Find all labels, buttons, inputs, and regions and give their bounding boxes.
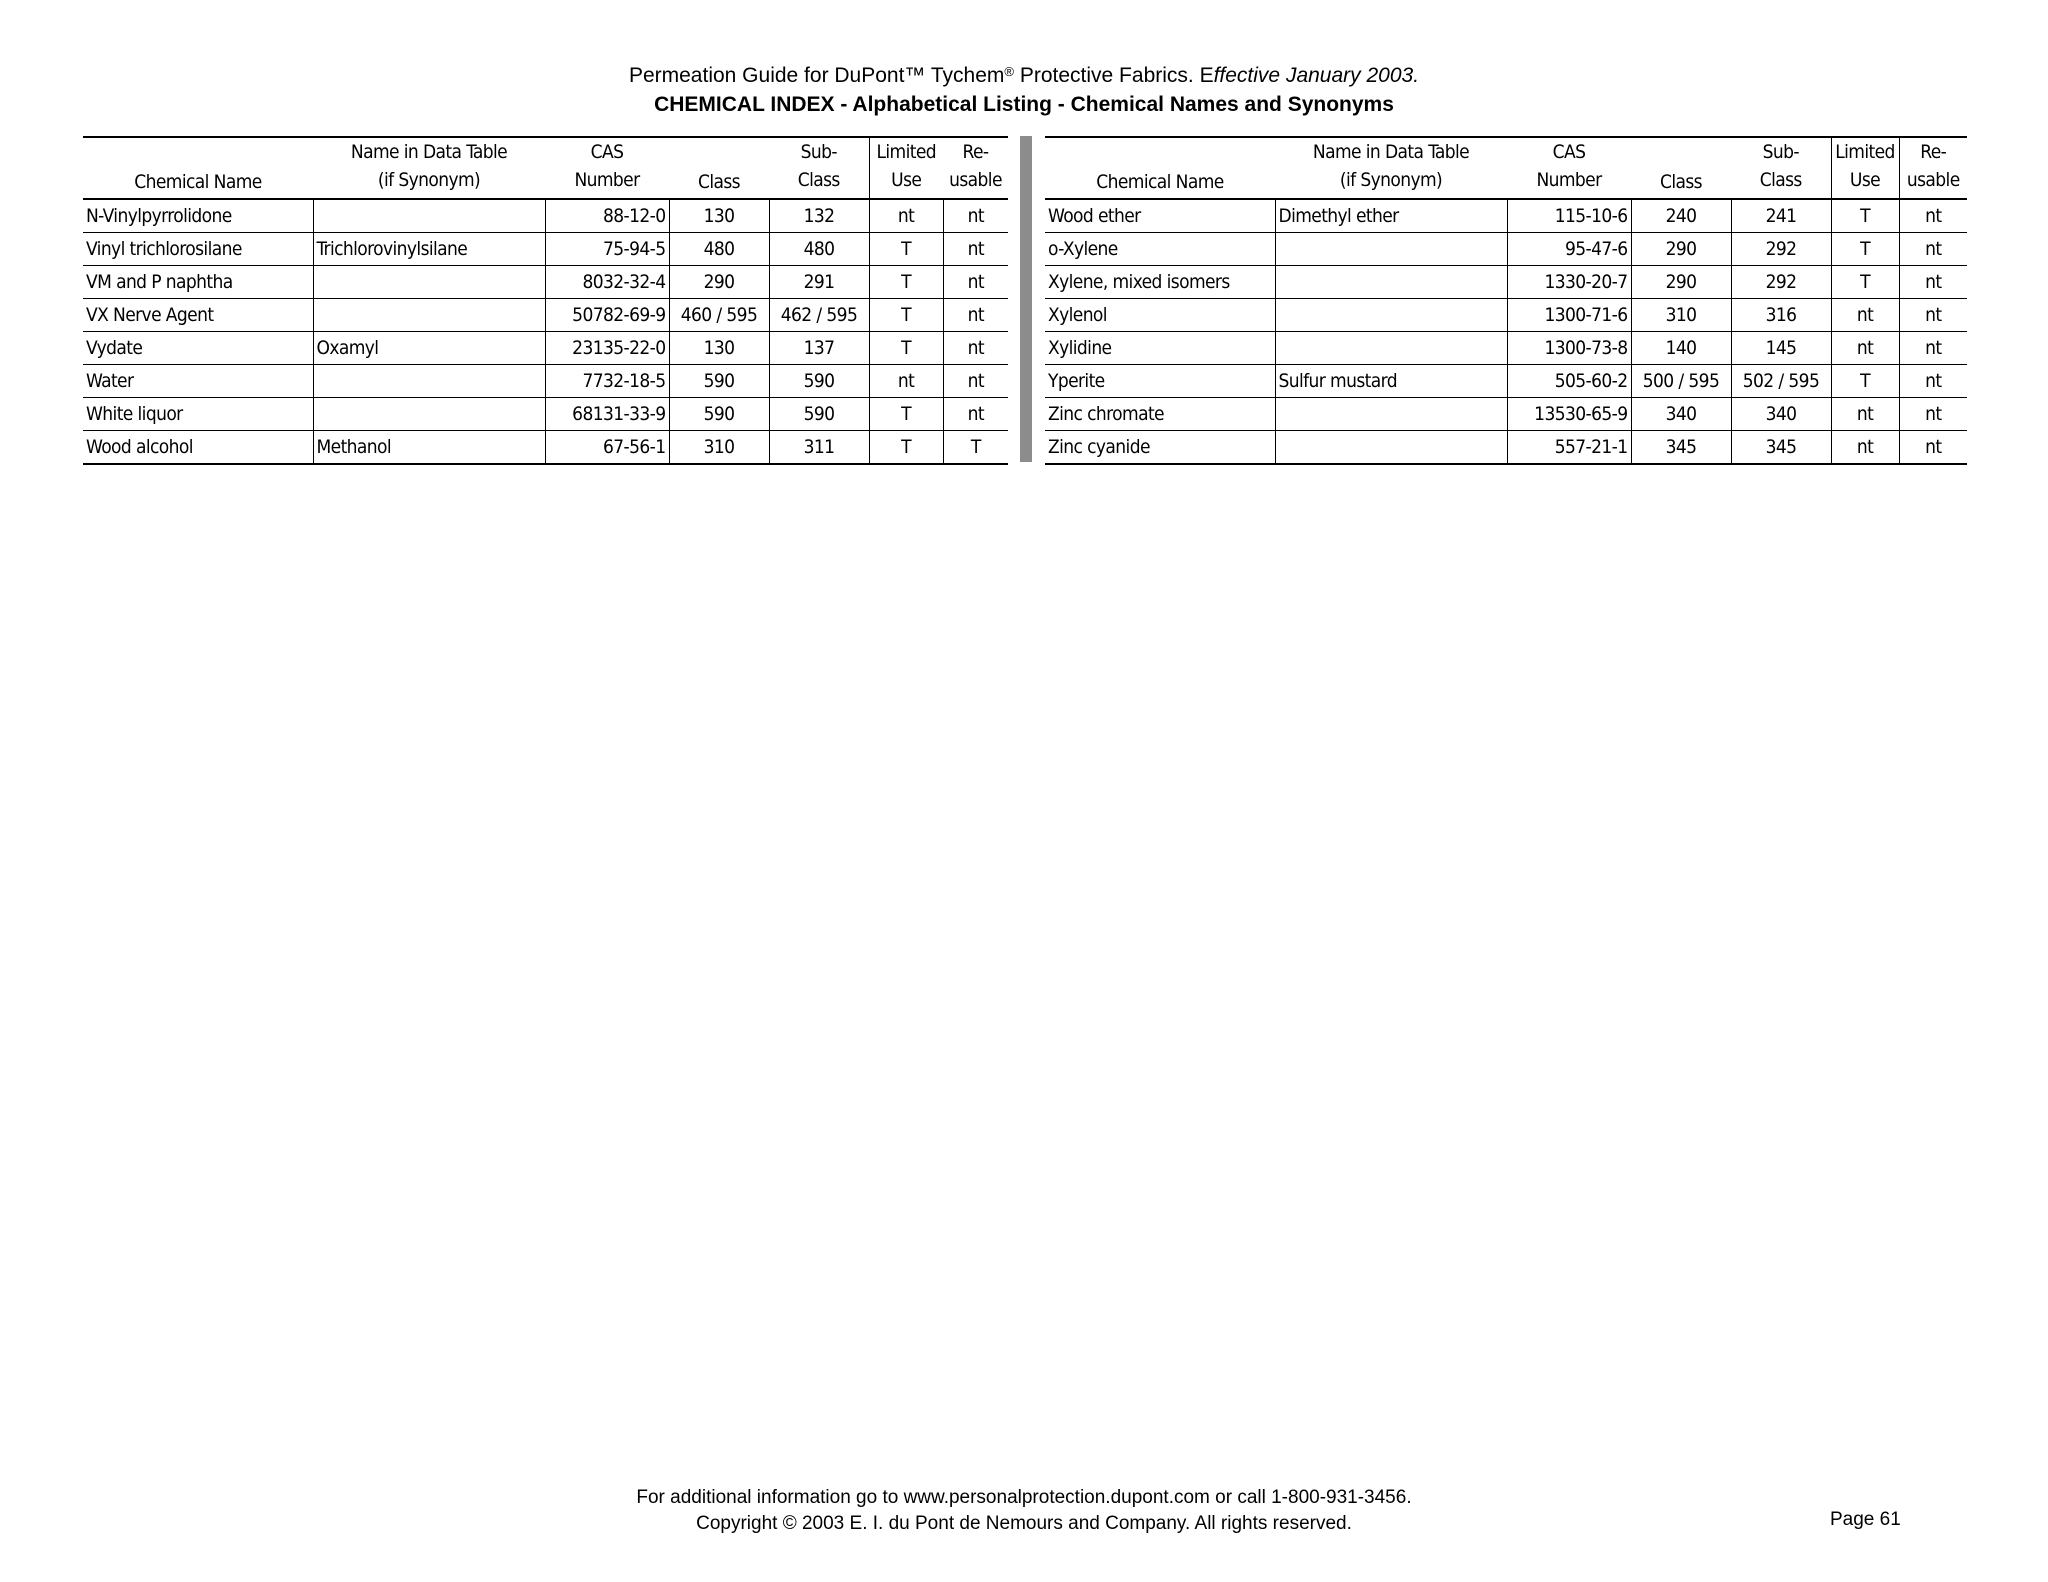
table-row <box>83 233 1008 266</box>
cell-cas-number: 67-56-1 <box>545 431 669 465</box>
cell-reusable: nt <box>1899 431 1967 465</box>
cell-class: 290 <box>1631 233 1731 266</box>
cell-class: 130 <box>669 199 769 233</box>
cell-synonym: Dimethyl ether <box>1275 199 1507 233</box>
cell-chemical-name: N-Vinylpyrrolidone <box>86 205 232 227</box>
document-title <box>0 63 2048 89</box>
cell-subclass: 316 <box>1731 299 1831 332</box>
cell-limited-use: T <box>869 266 943 299</box>
table-row <box>1045 199 1967 233</box>
cell-synonym: Sulfur mustard <box>1275 365 1507 398</box>
cell-cas-number: 88-12-0 <box>545 199 669 233</box>
cell-chemical-name: VM and P naphtha <box>86 271 233 293</box>
cell-subclass: 132 <box>769 199 869 233</box>
cell-reusable: nt <box>943 199 1008 233</box>
header-cas-number: CAS Number <box>1536 141 1602 191</box>
footer-copyright: Copyright © 2003 E. I. du Pont de Nemours and Company. All rights reserved. <box>696 1513 1352 1534</box>
cell-synonym: Trichlorovinylsilane <box>313 233 545 266</box>
cell-reusable: T <box>943 431 1008 465</box>
cell-reusable: nt <box>1899 199 1967 233</box>
cell-synonym: Methanol <box>313 431 545 465</box>
cell-limited-use: T <box>869 299 943 332</box>
cell-limited-use: T <box>869 332 943 365</box>
header-reusable: Re- usable <box>949 141 1002 191</box>
cell-class: 345 <box>1631 431 1731 465</box>
cell-cas-number: 23135-22-0 <box>545 332 669 365</box>
table-row <box>83 365 1008 398</box>
table-row <box>83 332 1008 365</box>
cell-class: 480 <box>669 233 769 266</box>
title-effective-date: ffective January 2003. <box>1213 64 1420 87</box>
cell-subclass: 311 <box>769 431 869 465</box>
cell-synonym <box>1275 299 1507 332</box>
cell-class: 140 <box>1631 332 1731 365</box>
cell-reusable: nt <box>943 299 1008 332</box>
cell-cas-number: 95-47-6 <box>1507 233 1631 266</box>
cell-limited-use: nt <box>869 199 943 233</box>
table-row <box>1045 365 1967 398</box>
cell-cas-number: 50782-69-9 <box>545 299 669 332</box>
table-row <box>83 398 1008 431</box>
cell-limited-use: T <box>1831 266 1899 299</box>
cell-subclass: 292 <box>1731 233 1831 266</box>
cell-chemical-name: Xylidine <box>1048 337 1112 359</box>
cell-subclass: 502 / 595 <box>1731 365 1831 398</box>
cell-cas-number: 1300-73-8 <box>1507 332 1631 365</box>
table-row <box>1045 299 1967 332</box>
table-row <box>83 266 1008 299</box>
cell-subclass: 462 / 595 <box>769 299 869 332</box>
cell-limited-use: T <box>1831 233 1899 266</box>
title-text: Permeation Guide for DuPont™ Tychem <box>628 64 1005 87</box>
cell-class: 290 <box>669 266 769 299</box>
cell-chemical-name: Xylene, mixed isomers <box>1048 271 1230 293</box>
cell-class: 500 / 595 <box>1631 365 1731 398</box>
cell-chemical-name: VX Nerve Agent <box>86 304 214 326</box>
cell-reusable: nt <box>1899 299 1967 332</box>
cell-class: 290 <box>1631 266 1731 299</box>
cell-class: 460 / 595 <box>669 299 769 332</box>
cell-chemical-name: Yperite <box>1048 370 1105 392</box>
cell-subclass: 291 <box>769 266 869 299</box>
cell-reusable: nt <box>1899 365 1967 398</box>
cell-chemical-name: Wood alcohol <box>86 436 193 458</box>
table-row <box>83 431 1008 465</box>
cell-cas-number: 1300-71-6 <box>1507 299 1631 332</box>
cell-limited-use: T <box>869 431 943 465</box>
cell-subclass: 145 <box>1731 332 1831 365</box>
header-name-in-data-table: Name in Data Table (if Synonym) <box>1312 141 1470 191</box>
cell-chemical-name: Xylenol <box>1048 304 1107 326</box>
cell-synonym: Oxamyl <box>313 332 545 365</box>
chemical-index-table-right <box>1045 136 1967 465</box>
cell-subclass: 590 <box>769 365 869 398</box>
cell-chemical-name: Vinyl trichlorosilane <box>86 238 242 260</box>
cell-chemical-name: Water <box>86 370 134 392</box>
table-row <box>1045 266 1967 299</box>
footer-info: For additional information go to www.personalprotection.dupont.com or call 1-800-931-3456. <box>636 1487 1412 1508</box>
table-row <box>1045 431 1967 465</box>
cell-reusable: nt <box>1899 332 1967 365</box>
cell-reusable: nt <box>943 266 1008 299</box>
cell-reusable: nt <box>1899 266 1967 299</box>
table-divider <box>1020 136 1032 462</box>
cell-reusable: nt <box>943 365 1008 398</box>
cell-limited-use: nt <box>869 365 943 398</box>
table-body-right <box>1045 199 1967 464</box>
cell-cas-number: 7732-18-5 <box>545 365 669 398</box>
cell-reusable: nt <box>943 233 1008 266</box>
cell-cas-number: 75-94-5 <box>545 233 669 266</box>
cell-cas-number: 13530-65-9 <box>1507 398 1631 431</box>
cell-subclass: 340 <box>1731 398 1831 431</box>
cell-reusable: nt <box>943 398 1008 431</box>
cell-class: 130 <box>669 332 769 365</box>
cell-cas-number: 68131-33-9 <box>545 398 669 431</box>
table-row <box>83 199 1008 233</box>
cell-limited-use: T <box>1831 199 1899 233</box>
header-reusable: Re- usable <box>1899 137 1967 199</box>
table-header-row <box>83 137 1008 199</box>
header-class: Class <box>1660 171 1702 193</box>
cell-subclass: 292 <box>1731 266 1831 299</box>
cell-reusable: nt <box>1899 398 1967 431</box>
header-chemical-name: Chemical Name <box>1096 171 1224 193</box>
cell-chemical-name: Zinc chromate <box>1048 403 1164 425</box>
cell-chemical-name: Zinc cyanide <box>1048 436 1150 458</box>
table-body-left <box>83 199 1008 464</box>
table-row <box>1045 398 1967 431</box>
cell-synonym <box>313 398 545 431</box>
cell-class: 310 <box>1631 299 1731 332</box>
cell-synonym <box>1275 233 1507 266</box>
cell-class: 590 <box>669 398 769 431</box>
cell-synonym <box>1275 266 1507 299</box>
cell-limited-use: T <box>869 398 943 431</box>
cell-cas-number: 115-10-6 <box>1507 199 1631 233</box>
cell-chemical-name: o-Xylene <box>1048 238 1118 260</box>
cell-limited-use: T <box>869 233 943 266</box>
cell-synonym <box>313 365 545 398</box>
cell-chemical-name: Vydate <box>86 337 143 359</box>
cell-reusable: nt <box>1899 233 1967 266</box>
document-subtitle: CHEMICAL INDEX - Alphabetical Listing - Chemical Names and Synonyms <box>654 93 1394 116</box>
header-subclass: Sub- Class <box>797 141 840 191</box>
cell-class: 590 <box>669 365 769 398</box>
cell-synonym <box>1275 431 1507 465</box>
cell-limited-use: nt <box>1831 332 1899 365</box>
cell-chemical-name: White liquor <box>86 403 183 425</box>
cell-cas-number: 557-21-1 <box>1507 431 1631 465</box>
table-row <box>83 299 1008 332</box>
cell-cas-number: 8032-32-4 <box>545 266 669 299</box>
cell-cas-number: 1330-20-7 <box>1507 266 1631 299</box>
cell-subclass: 137 <box>769 332 869 365</box>
cell-synonym <box>313 299 545 332</box>
cell-subclass: 241 <box>1731 199 1831 233</box>
header-limited-use: Limited Use <box>869 137 943 199</box>
registered-mark: ® <box>1004 64 1015 79</box>
header-cas-number: CAS Number <box>574 141 640 191</box>
table-row <box>1045 332 1967 365</box>
cell-synonym <box>313 199 545 233</box>
cell-limited-use: T <box>1831 365 1899 398</box>
cell-synonym <box>1275 332 1507 365</box>
chemical-index-table-left <box>83 136 1008 465</box>
cell-chemical-name: Wood ether <box>1048 205 1141 227</box>
cell-limited-use: nt <box>1831 431 1899 465</box>
cell-limited-use: nt <box>1831 398 1899 431</box>
table-row <box>1045 233 1967 266</box>
cell-reusable: nt <box>943 332 1008 365</box>
header-subclass: Sub- Class <box>1759 141 1802 191</box>
cell-class: 340 <box>1631 398 1731 431</box>
cell-class: 310 <box>669 431 769 465</box>
cell-synonym <box>313 266 545 299</box>
cell-synonym <box>1275 398 1507 431</box>
cell-limited-use: nt <box>1831 299 1899 332</box>
cell-subclass: 590 <box>769 398 869 431</box>
cell-cas-number: 505-60-2 <box>1507 365 1631 398</box>
cell-subclass: 480 <box>769 233 869 266</box>
page-number: Page 61 <box>1830 1509 1901 1530</box>
header-limited-use: Limited Use <box>1831 137 1899 199</box>
header-class: Class <box>698 171 740 193</box>
cell-class: 240 <box>1631 199 1731 233</box>
cell-subclass: 345 <box>1731 431 1831 465</box>
table-header-row <box>1045 137 1967 199</box>
title-text-cont: Protective Fabrics. E <box>1014 64 1214 87</box>
header-chemical-name: Chemical Name <box>134 171 262 193</box>
header-name-in-data-table: Name in Data Table (if Synonym) <box>350 141 508 191</box>
